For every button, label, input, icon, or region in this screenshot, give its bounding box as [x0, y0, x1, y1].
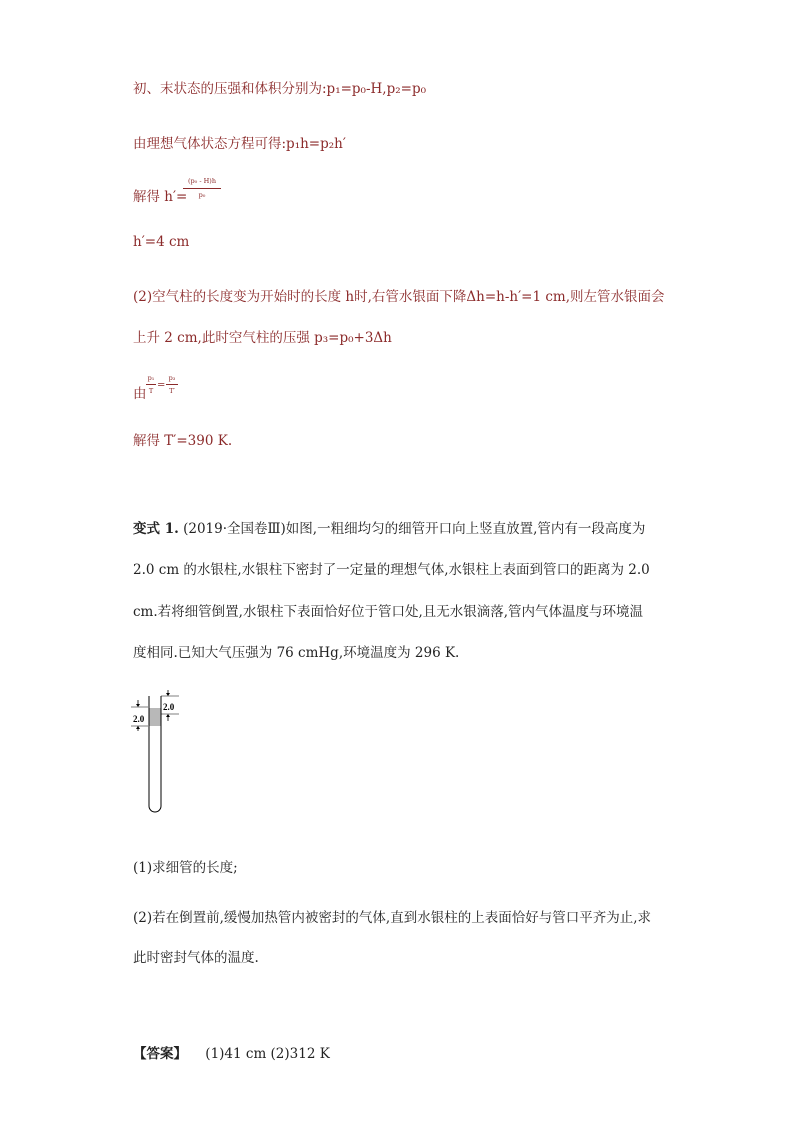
solution-line-4: h′=4 cm: [133, 234, 190, 250]
fraction-numerator: (p₀ - H)h: [187, 177, 217, 185]
ratio-denominator-1: T: [148, 387, 154, 395]
solution-line-6: 上升 2 cm,此时空气柱的压强 p₃=p₀+3Δh: [133, 330, 392, 346]
question-2-line-1: (2)若在倒置前,缓慢加热管内被密封的气体,直到水银柱的上表面恰好与管口平齐为止,求: [133, 910, 651, 926]
exercise-line-4: 度相同.已知大气压强为 76 cmHg,环境温度为 296 K.: [133, 645, 460, 661]
fraction-bar: [183, 188, 221, 189]
solution-line-5: (2)空气柱的长度变为开始时的长度 h时,右管水银面下降Δh=h-h′=1 cm,则左管水银面会: [133, 289, 665, 305]
ratio-numerator-1: p₁: [147, 374, 155, 382]
solution-line-8: 解得 T′=390 K.: [133, 433, 233, 449]
exercise-text-1: (2019·全国卷Ⅲ)如图,一粗细均匀的细管开口向上竖直放置,管内有一段高度为: [183, 521, 646, 537]
exercise-line-2: 2.0 cm 的水银柱,水银柱下密封了一定量的理想气体,水银柱上表面到管口的距离为 2.0: [133, 562, 650, 578]
label-right: 2.0: [163, 702, 175, 712]
label-left: 2.0: [133, 714, 145, 724]
tube-svg: [130, 688, 190, 818]
question-1: (1)求细管的长度;: [133, 860, 238, 876]
ratio-bar-1: [146, 384, 156, 385]
tube-diagram: [130, 688, 190, 818]
solution-line-3: 解得 h′=: [133, 189, 188, 205]
exercise-label: 变式 1.: [133, 521, 179, 537]
answer-label: 【答案】: [133, 1046, 187, 1062]
ratio-equals: =: [157, 380, 166, 391]
ratio-denominator-2: T′: [169, 387, 175, 395]
fraction-denominator: p₀: [198, 191, 206, 199]
answer-text: (1)41 cm (2)312 K: [205, 1046, 330, 1062]
answer-line: [133, 1042, 330, 1062]
question-2-line-2: 此时密封气体的温度.: [133, 950, 259, 966]
solution-line-1: 初、末状态的压强和体积分别为:p₁=p₀-H,p₂=p₀: [133, 81, 427, 97]
exercise-line-1: [133, 517, 645, 537]
ratio-bar-2: [166, 384, 178, 385]
solution-line-7: 由: [133, 386, 147, 402]
solution-line-2: 由理想气体状态方程可得:p₁h=p₂h′: [133, 136, 346, 152]
ratio-numerator-2: p₃: [168, 374, 176, 382]
exercise-line-3: cm.若将细管倒置,水银柱下表面恰好位于管口处,且无水银滴落,管内气体温度与环境温: [133, 604, 644, 620]
